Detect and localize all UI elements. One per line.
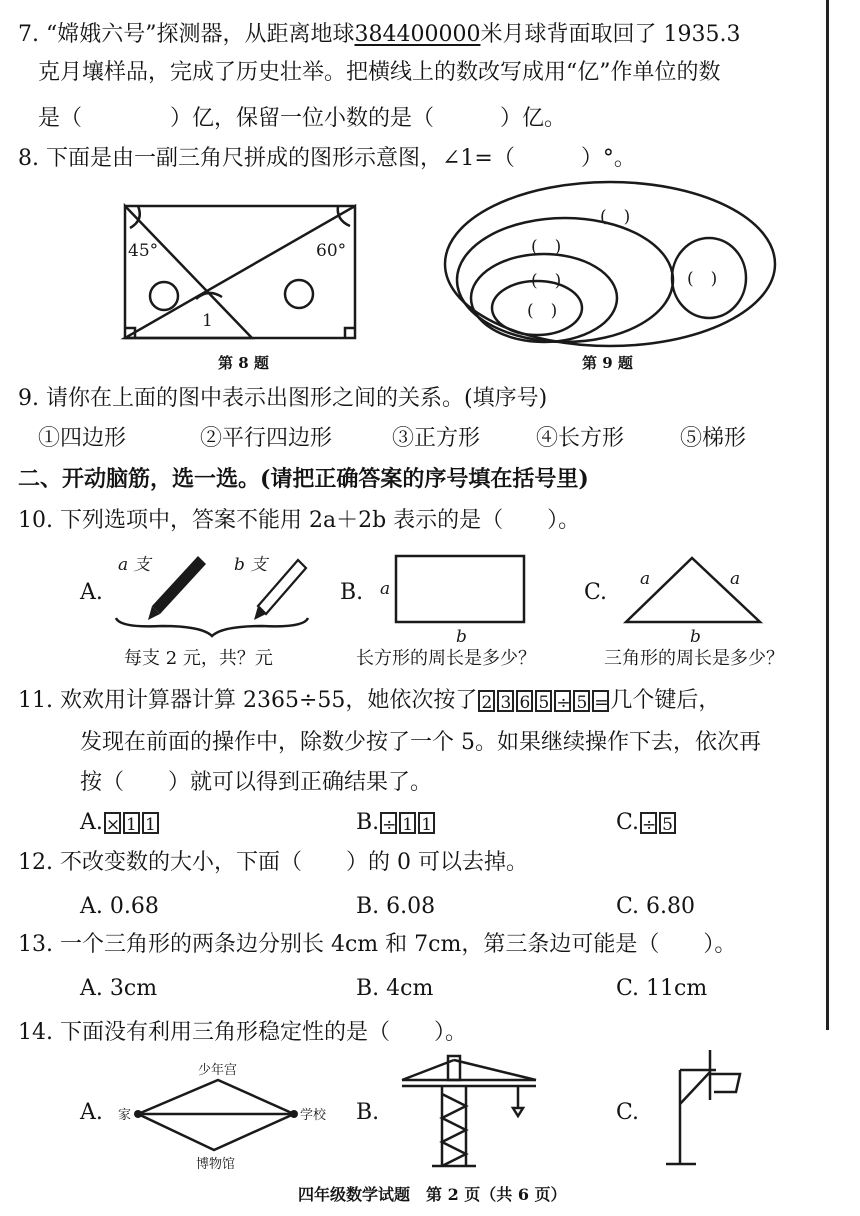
- q13-option-a: A. 3cm: [80, 976, 158, 1001]
- margin-rule: [826, 0, 829, 1030]
- q10-a-label-1: a 支: [118, 555, 151, 575]
- q7-underlined-number: 384400000: [354, 22, 481, 47]
- q11-option-a: A. × 1 1: [80, 808, 160, 838]
- calc-key: 1: [418, 812, 435, 834]
- q11-line-2: 发现在前面的操作中，除数少按了一个 5。如果继续操作下去，依次再: [80, 730, 761, 755]
- tower-crane-icon: [402, 1056, 536, 1166]
- calc-key: 1: [142, 812, 159, 834]
- q14-option-b-letter: B.: [356, 1100, 380, 1125]
- q12-option-a: A. 0.68: [80, 894, 159, 919]
- q9-option-2: ②平行四边形: [200, 426, 333, 451]
- page-footer: 四年级数学试题 第 2 页（共 6 页）: [298, 1185, 567, 1204]
- calc-key: 3: [497, 690, 514, 712]
- q10-b-side-b: b: [456, 627, 467, 647]
- q14-option-c-letter: C.: [616, 1100, 640, 1125]
- q10-option-b-letter: B.: [340, 580, 364, 605]
- calc-key: 5: [659, 812, 676, 834]
- q9-blank-inner: ( ): [527, 301, 558, 321]
- q7-line-1: 7. “嫦娥六号”探测器，从距离地球384400000米月球背面取回了 1935.3: [18, 22, 741, 47]
- q9-option-3: ③正方形: [392, 426, 481, 451]
- q7-line-3: 是（ ）亿，保留一位小数的是（ ）亿。: [38, 106, 567, 131]
- q11-option-b: B. ÷ 1 1: [356, 808, 436, 838]
- calc-key: 5: [535, 690, 552, 712]
- q9-text: 9. 请你在上面的图中表示出图形之间的关系。(填序号): [18, 386, 548, 411]
- q10-c-side-a2: a: [730, 569, 741, 589]
- q11-option-c: C. ÷ 5: [616, 808, 677, 838]
- q9-blank-second: ( ): [531, 237, 562, 257]
- q10-a-caption: 每支 2 元，共？元: [124, 648, 273, 669]
- q9-option-5: ⑤梯形: [680, 426, 747, 451]
- q14-a-top-label: 少年宫: [198, 1063, 238, 1078]
- calc-key: ×: [104, 812, 121, 834]
- q9-option-4: ④长方形: [536, 426, 625, 451]
- q10-b-caption: 长方形的周长是多少？: [356, 648, 536, 669]
- q8-caption: 第 8 题: [218, 354, 269, 372]
- q14-route-figure: [112, 1058, 332, 1176]
- q10-rectangle-figure: [374, 552, 534, 648]
- calc-key: ÷: [554, 690, 571, 712]
- q9-blank-outer: ( ): [600, 207, 631, 227]
- q10-option-c-letter: C.: [584, 580, 608, 605]
- q10-pens-figure: [112, 548, 312, 638]
- q11-line-3: 按（ ）就可以得到正确结果了。: [80, 770, 433, 795]
- q8-figure: [110, 200, 380, 350]
- q12-option-b: B. 6.08: [356, 894, 436, 919]
- q10-c-side-a1: a: [640, 569, 651, 589]
- q14-crane-figure: [396, 1046, 546, 1170]
- q10-a-label-2: b 支: [234, 555, 268, 575]
- calc-key: =: [592, 690, 609, 712]
- q10-text: 10. 下列选项中，答案不能用 2a＋2b 表示的是（ ）。: [18, 508, 581, 533]
- calc-key: 5: [573, 690, 590, 712]
- q9-blank-side: ( ): [687, 269, 718, 289]
- q14-a-right-label: 学校: [300, 1108, 327, 1123]
- q13-text: 13. 一个三角形的两条边分别长 4cm 和 7cm，第三条边可能是（ ）。: [18, 932, 737, 957]
- q10-c-side-b: b: [690, 627, 701, 647]
- q10-c-caption: 三角形的周长是多少？: [604, 648, 784, 669]
- q14-option-a-letter: A.: [80, 1100, 103, 1125]
- calc-key: 1: [123, 812, 140, 834]
- calc-key: 1: [399, 812, 416, 834]
- q10-triangle-figure: [620, 552, 770, 648]
- section-2-title: 二、开动脑筋，选一选。(请把正确答案的序号填在括号里): [18, 466, 589, 492]
- q12-text: 12. 不改变数的大小，下面（ ）的 0 可以去掉。: [18, 850, 528, 875]
- q8-angle-1-label: 1: [202, 311, 213, 331]
- q8-text: 8. 下面是由一副三角尺拼成的图形示意图，∠1=（ ）°。: [18, 146, 636, 171]
- q8-angle-60-label: 60°: [316, 241, 347, 261]
- q14-a-bottom-label: 博物馆: [196, 1157, 236, 1172]
- pen-icon: [148, 556, 206, 620]
- calc-key: 2: [478, 690, 495, 712]
- q11-line-1: 11. 欢欢用计算器计算 2365÷55，她依次按了 2 3 6 5 ÷ 5 =几个键后，: [18, 688, 721, 713]
- q9-figure: [440, 176, 780, 356]
- q14-a-left-label: 家: [118, 1108, 132, 1123]
- calc-key: ÷: [640, 812, 657, 834]
- q8-angle-45-label: 45°: [128, 241, 159, 261]
- q7-line-2: 克月壤样品，完成了历史壮举。把横线上的数改写成用“亿”作单位的数: [38, 60, 721, 85]
- q10-b-side-a: a: [380, 579, 391, 599]
- calc-key: 6: [516, 690, 533, 712]
- q9-caption: 第 9 题: [582, 354, 633, 372]
- q13-option-b: B. 4cm: [356, 976, 434, 1001]
- q9-option-1: ①四边形: [38, 426, 127, 451]
- q12-option-c: C. 6.80: [616, 894, 696, 919]
- basketball-hoop-icon: [666, 1050, 740, 1164]
- calc-key: ÷: [380, 812, 397, 834]
- q10-option-a-letter: A.: [80, 580, 103, 605]
- q14-hoop-figure: [656, 1044, 756, 1168]
- q14-text: 14. 下面没有利用三角形稳定性的是（ ）。: [18, 1020, 467, 1045]
- q9-blank-third: ( ): [531, 271, 562, 291]
- q13-option-c: C. 11cm: [616, 976, 708, 1001]
